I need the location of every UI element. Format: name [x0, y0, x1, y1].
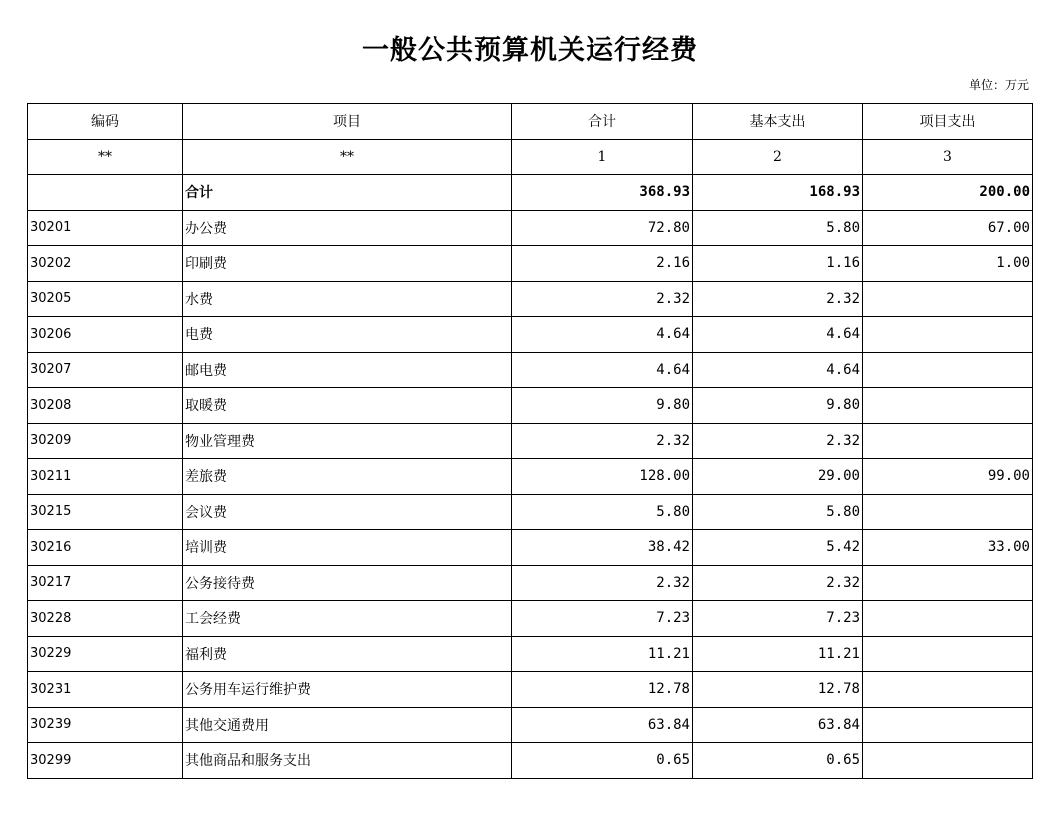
row-project: [863, 317, 1033, 353]
row-total: 2.32: [512, 565, 693, 601]
table-row: [28, 530, 1033, 566]
row-item: 邮电费: [183, 352, 512, 388]
total-project: 200.00: [863, 175, 1033, 211]
row-project: 1.00: [863, 246, 1033, 282]
row-total: 4.64: [512, 317, 693, 353]
row-code: 30217: [28, 565, 183, 601]
index-code: **: [28, 139, 183, 175]
table-row: [28, 317, 1033, 353]
row-total: 128.00: [512, 459, 693, 495]
header-row: [28, 104, 1033, 140]
index-project: 3: [863, 139, 1033, 175]
table-row: [28, 210, 1033, 246]
row-project: [863, 743, 1033, 779]
row-project: [863, 636, 1033, 672]
row-basic: 12.78: [693, 672, 863, 708]
row-item: 其他商品和服务支出: [183, 743, 512, 779]
table-row: [28, 565, 1033, 601]
table-row: [28, 494, 1033, 530]
table-row: [28, 743, 1033, 779]
row-total: 7.23: [512, 601, 693, 637]
row-item: 物业管理费: [183, 423, 512, 459]
total-code: [28, 175, 183, 211]
unit-label: 单位：万元: [968, 78, 1029, 92]
index-item: **: [183, 139, 512, 175]
table-row: [28, 459, 1033, 495]
row-item: 差旅费: [183, 459, 512, 495]
row-code: 30201: [28, 210, 183, 246]
row-basic: 9.80: [693, 388, 863, 424]
total-basic: 168.93: [693, 175, 863, 211]
row-project: 33.00: [863, 530, 1033, 566]
row-item: 会议费: [183, 494, 512, 530]
row-code: 30239: [28, 707, 183, 743]
row-code: 30215: [28, 494, 183, 530]
row-total: 38.42: [512, 530, 693, 566]
row-total: 0.65: [512, 743, 693, 779]
index-total: 1: [512, 139, 693, 175]
row-total: 2.32: [512, 281, 693, 317]
row-total: 2.32: [512, 423, 693, 459]
row-code: 30207: [28, 352, 183, 388]
index-row: [28, 139, 1033, 175]
row-basic: 5.80: [693, 494, 863, 530]
row-basic: 2.32: [693, 423, 863, 459]
header-basic: 基本支出: [693, 104, 863, 140]
row-item: 其他交通费用: [183, 707, 512, 743]
row-total: 12.78: [512, 672, 693, 708]
row-code: 30206: [28, 317, 183, 353]
total-total: 368.93: [512, 175, 693, 211]
table-row: [28, 707, 1033, 743]
table-row: [28, 672, 1033, 708]
row-basic: 29.00: [693, 459, 863, 495]
row-total: 72.80: [512, 210, 693, 246]
table-row: [28, 246, 1033, 282]
row-item: 公务接待费: [183, 565, 512, 601]
table-row: [28, 281, 1033, 317]
row-code: 30231: [28, 672, 183, 708]
row-project: [863, 565, 1033, 601]
row-project: [863, 601, 1033, 637]
total-label: 合计: [183, 175, 512, 211]
row-total: 2.16: [512, 246, 693, 282]
row-item: 工会经费: [183, 601, 512, 637]
row-project: 67.00: [863, 210, 1033, 246]
row-project: [863, 494, 1033, 530]
index-basic: 2: [693, 139, 863, 175]
row-project: [863, 423, 1033, 459]
row-basic: 5.42: [693, 530, 863, 566]
row-basic: 5.80: [693, 210, 863, 246]
row-code: 30202: [28, 246, 183, 282]
row-item: 办公费: [183, 210, 512, 246]
row-total: 9.80: [512, 388, 693, 424]
header-project: 项目支出: [863, 104, 1033, 140]
row-basic: 7.23: [693, 601, 863, 637]
row-basic: 4.64: [693, 317, 863, 353]
row-item: 水费: [183, 281, 512, 317]
header-total: 合计: [512, 104, 693, 140]
table-row: [28, 388, 1033, 424]
row-project: [863, 707, 1033, 743]
header-code: 编码: [28, 104, 183, 140]
row-total: 63.84: [512, 707, 693, 743]
row-code: 30211: [28, 459, 183, 495]
row-total: 11.21: [512, 636, 693, 672]
table-row: [28, 352, 1033, 388]
row-basic: 0.65: [693, 743, 863, 779]
row-project: [863, 388, 1033, 424]
page-title: 一般公共预算机关运行经费: [362, 35, 698, 66]
budget-table: [27, 103, 1033, 779]
row-item: 公务用车运行维护费: [183, 672, 512, 708]
header-item: 项目: [183, 104, 512, 140]
row-code: 30299: [28, 743, 183, 779]
row-basic: 4.64: [693, 352, 863, 388]
row-code: 30205: [28, 281, 183, 317]
row-item: 培训费: [183, 530, 512, 566]
row-item: 福利费: [183, 636, 512, 672]
row-total: 4.64: [512, 352, 693, 388]
row-project: [863, 672, 1033, 708]
row-project: 99.00: [863, 459, 1033, 495]
row-total: 5.80: [512, 494, 693, 530]
table-row: [28, 423, 1033, 459]
row-item: 印刷费: [183, 246, 512, 282]
row-code: 30228: [28, 601, 183, 637]
row-code: 30229: [28, 636, 183, 672]
row-basic: 2.32: [693, 565, 863, 601]
row-code: 30208: [28, 388, 183, 424]
row-code: 30209: [28, 423, 183, 459]
row-basic: 63.84: [693, 707, 863, 743]
row-basic: 1.16: [693, 246, 863, 282]
row-project: [863, 281, 1033, 317]
row-project: [863, 352, 1033, 388]
row-basic: 11.21: [693, 636, 863, 672]
row-item: 取暖费: [183, 388, 512, 424]
row-code: 30216: [28, 530, 183, 566]
row-basic: 2.32: [693, 281, 863, 317]
table-row: [28, 601, 1033, 637]
row-item: 电费: [183, 317, 512, 353]
total-row: [28, 175, 1033, 211]
table-row: [28, 636, 1033, 672]
